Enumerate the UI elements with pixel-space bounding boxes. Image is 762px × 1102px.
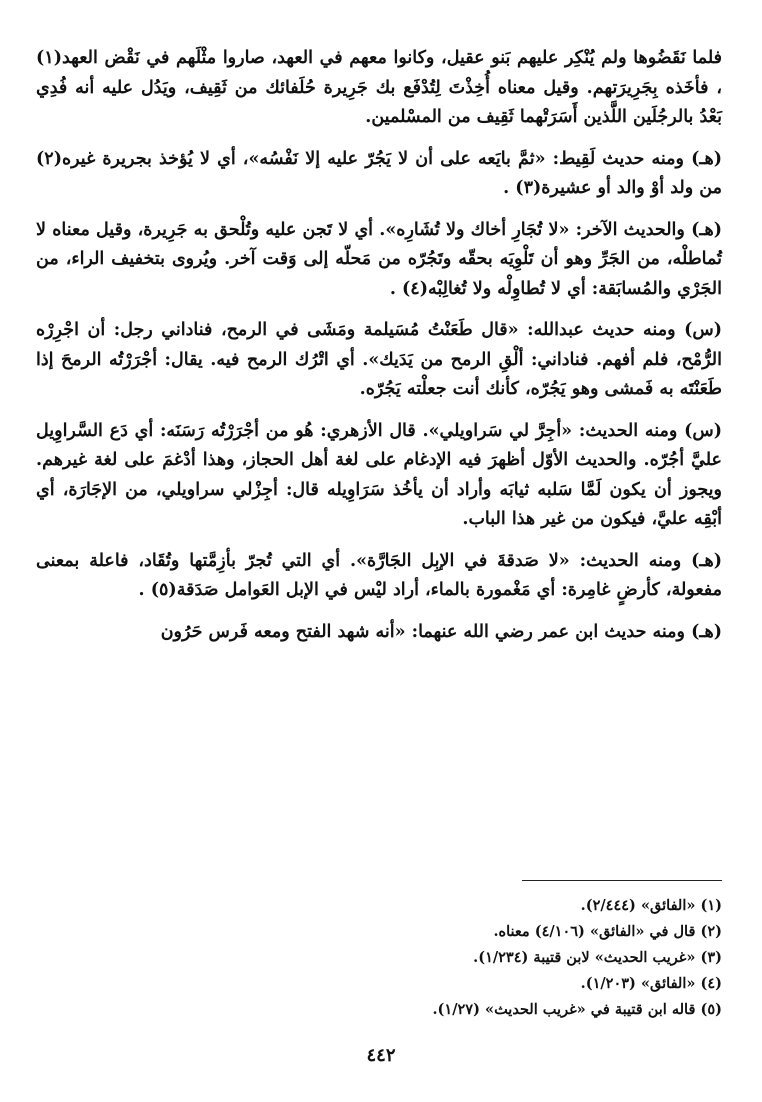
footnote-4: (٤) «الفائق» (١/٢٠٣). xyxy=(580,975,722,992)
main-text xyxy=(36,44,722,647)
paragraph-7: (هـ) ومنه حديث ابن عمر رضي الله عنهما: «أنه شهد الفتح ومعه فَرس حَرُون xyxy=(160,621,722,642)
paragraph-6: (هـ) ومنه الحديث: «لا صَدقةَ في الإبِل الجَارَّة». أي التي تُجرّ بأزِمَّتها وتُقَاد، فاعلة بمعنى مفعولة، كأرضٍ غامِرة: أي مَغْمورة بالماء، أراد ليْس في الإبل العَوامل صَدَقة(٥) . xyxy=(36,550,722,600)
paragraph-5: (س) ومنه الحديث: «أجِرَّ لي سَراويلي». قال الأزهري: هُو من أجْرَرْتُه رَسَنَه: أي دَع السَّراوِيل عليَّ أجُرّه. والحديث الأوّل أظهرَ فيه الإدغام على لغة أهل الحجاز، وهذا أدْغمَ على لغة غيرهم. ويجوز أن يكون لَمَّا سَلبه ثيابَه وأراد أن يأخُذ سَرَاوِيله قال: أجِزْلي سراويلي، من الإجَارَة، أي أبْقِه عليَّ، فيكون من غير هذا الباب. xyxy=(36,420,722,529)
paragraph-1: فلما نَقَضُوها ولم يُنْكِر عليهم بَنو عقيل، وكانوا معهم في العهد، صاروا مثْلَهم في نَقْض العهد(١) ، فأخَذه بِجَرِيرَتهم. وقيل معناه أُخِذْتَ لِتُدْفَع بك جَرِيرة حُلَفائك من ثَقِيف، ويَدُل عليه أنه فُدِي بَعْدُ بالرجُلَين اللَّذين أَسَرَتْهما ثَقِيف من المسْلمين. xyxy=(36,48,722,127)
footnote-5: (٥) قاله ابن قتيبة في «غريب الحديث» (١/٢٧). xyxy=(432,1001,722,1018)
footnotes xyxy=(32,880,722,1023)
paragraph-4: (س) ومنه حديث عبدالله: «قال طَعَنْتُ مُسَيلمة ومَشَى في الرمح، فناداني رجل: أن اجْرِرْه الرُّمْح، فلم أفهم. فناداني: ألْقِ الرمح من يَدَيك». أي اتْرُك الرمح فيه. يقال: أجْرَرْتُه الرمحَ إذا طَعَنْتَه به فَمشى وهو يَجُرّه، كأنك أنت جعلْته يَجُرّه. xyxy=(36,320,722,399)
paragraph-2: (هـ) ومنه حديث لَقِيط: «ثمَّ بايَعه على أن لا يَجُرّ عليه إلا نَفْسُه»، أي لا يُؤخذ بجريرة غيره(٢) من ولد أوْ والد أو عشيرة(٣) . xyxy=(36,148,722,198)
footnote-divider xyxy=(522,880,722,881)
footnote-3: (٣) «غريب الحديث» لابن قتيبة (١/٢٣٤). xyxy=(473,949,722,966)
footnote-2: (٢) قال في «الفائق» (٤/١٠٦) معناه. xyxy=(493,923,722,940)
page-number: ٤٤٢ xyxy=(366,1045,396,1066)
footnote-1: (١) «الفائق» (٢/٤٤٤). xyxy=(580,897,722,914)
paragraph-3: (هـ) والحديث الآخر: «لا تُجَارِ أخاك ولا تُشَارِه». أي لا تَجن عليه وتُلْحق به جَرِيرة، وقيل معناه لا تُماطلْه، من الجَرِّ وهو أن تَلْوِيَه بحقّه وتَجُرّه من مَحلّه إلى وَقت آخر. ويُروى بتخفيف الراء، من الجَرْي والمُسابَقة: أي لا تُطاوِلْه ولا تُغالِبْه(٤) . xyxy=(36,219,722,299)
